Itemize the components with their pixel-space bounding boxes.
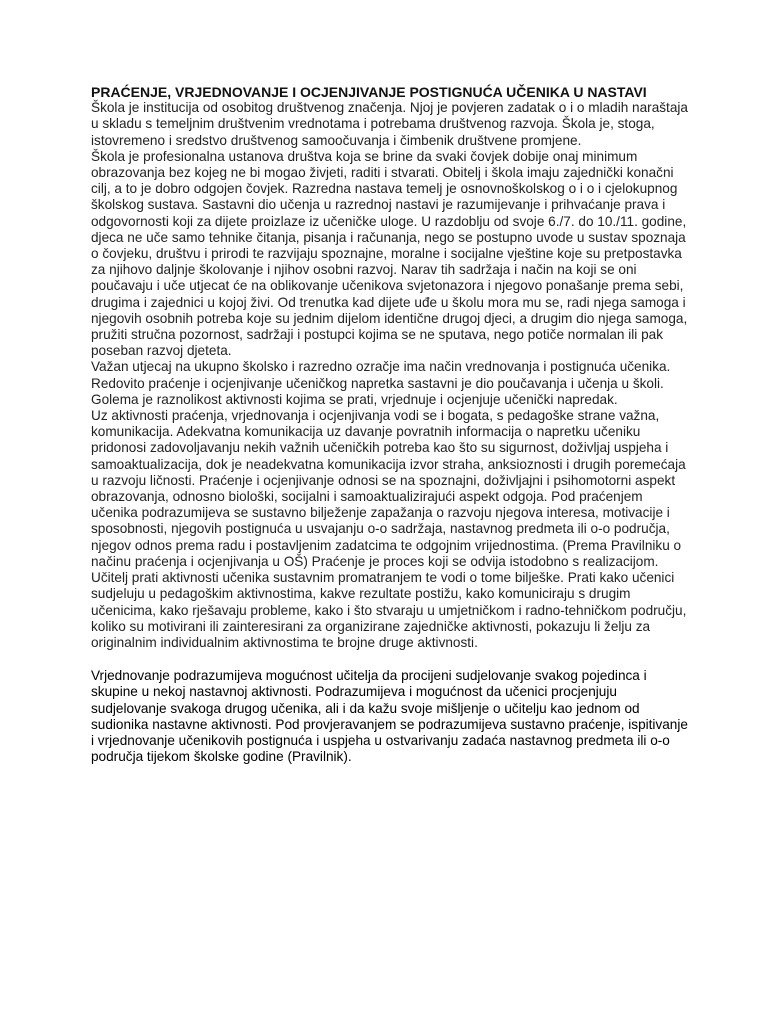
paragraph-valuation: Vrjednovanje podrazumijeva mogućnost učitelja da procijeni sudjelovanje svakog pojedinca i skupine u nekoj nastavnoj aktivnosti. Podrazumijeva i mogućnost da učenici procjenjuju sudjelovanje svakoga drugog učenika, ali i da kažu svoje mišljenje o učitelju kao jednom od sudionika nastavne aktivnosti. Pod provjeravanjem se podrazumijeva sustavno praćenje, ispitivanje i vrjednovanje učenikovih postignuća i uspjeha u ostvarivanju zadaća nastavnog predmeta ili o-o područja tijekom školske godine (Pravilnik). (91, 668, 688, 765)
paragraph-evaluation-influence: Važan utjecaj na ukupno školsko i razredno ozračje ima način vrednovanja i postignuća učenika. Redovito praćenje i ocjenjivanje učeničkog napretka sastavni je dio poučavanja i učenja u školi. Golema je raznolikost aktivnosti kojima se prati, vrjednuje i ocjenjuje učenički napredak. (91, 359, 671, 407)
paragraph-school-institution: Škola je institucija od osobitog društvenog značenja. Njoj je povjeren zadatak o i o mladih naraštaja u skladu s temeljnim društvenim vrednotama i potrebama društvenog razvoja. Škola je, stoga, istovremeno i sredstvo društvenog samoočuvanja i čimbenik društvene promjene. (91, 100, 688, 148)
document-title: PRAĆENJE, VRJEDNOVANJE I OCJENJIVANJE POSTIGNUĆA UČENIKA U NASTAVI (91, 84, 647, 100)
paragraph-school-professional: Škola je profesionalna ustanova društva koja se brine da svaki čovjek dobije onaj minimum obrazovanja bez kojeg ne bi mogao živjeti, raditi i stvarati. Obitelj i škola imaju zajednički konačni cilj, a to je dobro odgojen čovjek. Razredna nastava temelj je osnovnoškolskog o i o i cjelokupnog školskog sustava. Sastavni dio učenja u razrednoj nastavi je razumijevanje i prihvaćanje prava i odgovornosti koji za dijete proizlaze iz učeničke uloge. U razdoblju od svoje 6./7. do 10./11. godine, djeca ne uče samo tehnike čitanja, pisanja i računanja, nego se postupno uvode u sustav spoznaja o čovjeku, društvu i prirodi te razvijaju spoznajne, moralne i socijalne vještine koje su pretpostavka za njihovo daljnje školovanje i njihov osobni razvoj. Narav tih sadržaja i način na koji se oni poučavaju i uče utjecat će na oblikovanje učenikova svjetonazora i njegovo ponašanje prema sebi, drugima i zajednici u kojoj živi. Od trenutka kad dijete uđe u školu mora mu se, radi njega samoga i njegovih osobnih potreba koje su jednim dijelom identične drugoj djeci, a drugim dio njega samoga, pružiti stručna pozornost, sadržaji i postupci kojima se ne sputava, nego potiče normalan ili pak poseban razvoj djeteta. (91, 148, 688, 359)
paragraph-communication: Uz aktivnosti praćenja, vrjednovanja i ocjenjivanja vodi se i bogata, s pedagoške strane važna, komunikacija. Adekvatna komunikacija uz davanje povratnih informacija o napretku učeniku pridonosi zadovoljavanju nekih važnih učeničkih potreba kao što su sigurnost, doživljaj uspjeha i samoaktualizacija, dok je neadekvatna komunikacija izvor straha, anksioznosti i drugih poremećaja u razvoju ličnosti. Praćenje i ocjenjivanje odnosi se na spoznajni, doživljajni i psihomotorni aspekt obrazovanja, odnosno biološki, socijalni i samoaktualizirajući aspekt odgoja. Pod praćenjem učenika podrazumijeva se sustavno bilježenje zapažanja o razvoju njegova interesa, motivacije i sposobnosti, njegovih postignuća u usvajanju o-o sadržaja, nastavnog predmeta ili o-o područja, njegov odnos prema radu i postavljenim zadatcima te odgojnim vrijednostima. (Prema Pravilniku o načinu praćenja i ocjenjivanja u OŠ) Praćenje je proces koji se odvija istodobno s realizacijom. Učitelj prati aktivnosti učenika sustavnim promatranjem te vodi o tome bilješke. Prati kako učenici sudjeluju u pedagoškim aktivnostima, kakve rezultate postižu, kako komuniciraju s drugim učenicima, kako rješavaju probleme, kako i što stvaraju u umjetničkom i radno-tehničkom području, koliko su motivirani ili zainteresirani za organizirane zajedničke aktivnosti, pokazuju li želju za originalnim individualnim aktivnostima te brojne druge aktivnosti. (91, 408, 687, 650)
paragraph-spacer (91, 651, 691, 668)
document-page (91, 84, 691, 765)
